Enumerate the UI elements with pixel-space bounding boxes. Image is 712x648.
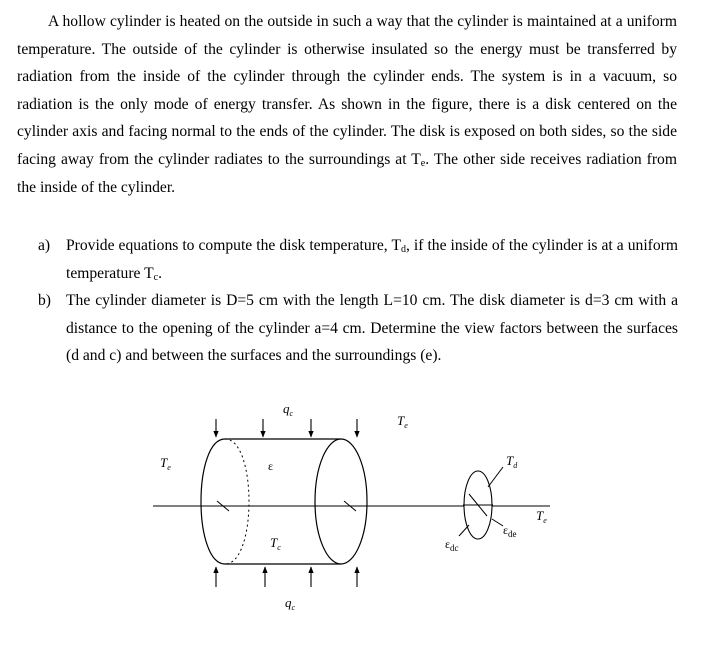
question-text: , if the inside of the cylinder is at a uniform temperature T <box>66 237 678 282</box>
question-subscript: c <box>153 271 159 283</box>
label-te-left: $T_e$ <box>160 455 171 472</box>
cylinder-left-end-hidden <box>225 439 249 564</box>
eps-de-leader-line <box>492 519 503 526</box>
label-te-top: $T_e$ <box>397 413 408 430</box>
question-text: . <box>158 264 162 282</box>
cylinder-right-end <box>315 439 367 564</box>
question-text: The cylinder diameter is D=5 cm with the length L=10 cm. The disk diameter is d=3 cm with a distance to the opening of the cylinder a=4 cm. Determine the view factors between the surfaces (d and c) and between the surfaces and the surroundings (e). <box>66 292 678 365</box>
intro-subscript: e <box>420 157 426 169</box>
question-marker: b) <box>38 292 51 310</box>
label-td: $T_d$ <box>506 453 518 470</box>
label-te-right: $T_e$ <box>536 508 547 525</box>
label-tc: $T_c$ <box>270 535 281 552</box>
question-list <box>38 232 678 370</box>
question-a <box>38 232 678 287</box>
question-subscript: d <box>400 244 406 255</box>
question-b <box>38 287 678 370</box>
intro-text: A hollow cylinder is heated on the outside in such a way that the cylinder is maintained at a uniform temperature. The outside of the cylinder is otherwise insulated so the energy must be transferred by radiation from the inside of the cylinder through the cylinder ends. The system is in a vacuum, so radiation is the only mode of energy transfer. As shown in the figure, there is a disk centered on the cylinder axis and facing normal to the ends of the cylinder. The disk is exposed on both sides, so the side facing away from the cylinder radiates to the surroundings at T <box>17 13 677 168</box>
td-leader-line <box>488 467 503 487</box>
intro-end-text: . The other side receives radiation from the inside of the cylinder. <box>17 150 677 196</box>
question-marker: a) <box>38 237 51 254</box>
label-eps-de: $\varepsilon_{de}$ <box>503 523 517 539</box>
label-epsilon: ε <box>268 459 274 473</box>
label-qc-bottom: $q_c$ <box>285 595 296 612</box>
cylinder-disk-figure <box>145 395 565 630</box>
problem-statement <box>17 8 677 201</box>
label-qc-top: $q_c$ <box>283 401 294 418</box>
eps-dc-leader-line <box>459 525 469 536</box>
question-text: Provide equations to compute the disk temperature, T <box>66 237 401 254</box>
label-eps-dc: $\varepsilon_{dc}$ <box>445 537 459 553</box>
cylinder-left-end <box>201 439 225 564</box>
